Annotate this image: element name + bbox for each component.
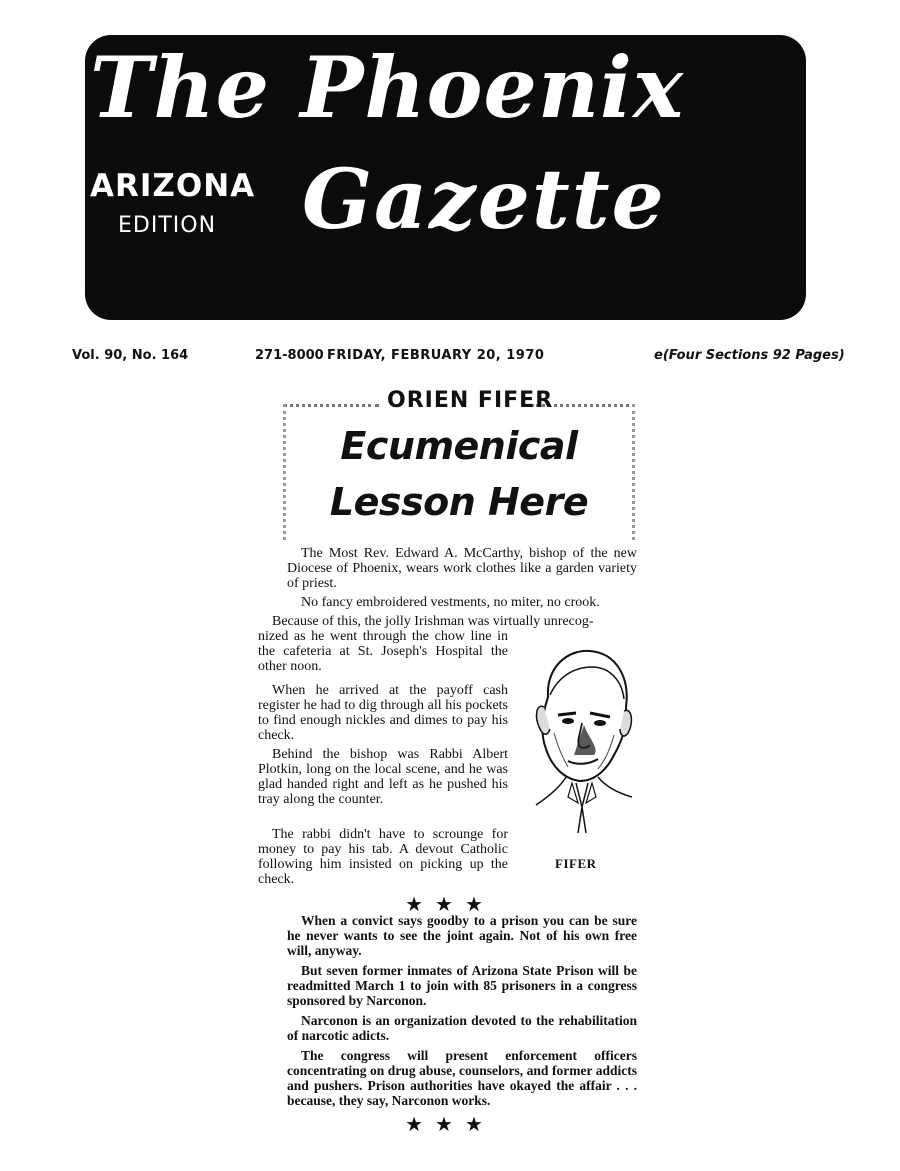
header-rule-left (283, 404, 379, 407)
volume-number: Vol. 90, No. 164 (72, 348, 189, 363)
edition-label: EDITION (118, 213, 217, 238)
article-paragraph (258, 614, 638, 629)
bold-paragraph: But seven former inmates of Arizona State Prison will be readmitted March 1 to join with 85 prisoners in a congress sponsored by Narconon. (287, 963, 637, 1008)
newspaper-title-line1: The Phoenix (90, 38, 685, 137)
edition-state: ARIZONA (90, 168, 256, 204)
section-count: e(Four Sections 92 Pages) (654, 348, 845, 363)
bold-paragraph: Narconon is an organization devoted to the rehabilitation of narcotic adicts. (287, 1013, 637, 1043)
bold-paragraph: When a convict says goodby to a prison you can be sure he never wants to see the joint again. Not of his own free will, anyway. (287, 913, 637, 958)
headline-line2: Lesson Here (329, 480, 589, 524)
article-paragraph: The rabbi didn't have to scrounge for money to pay his tab. A devout Catholic following him insisted on picking up the check. (258, 827, 508, 887)
article-paragraph-line: Because of this, the jolly Irishman was virtually unrecog- (272, 614, 594, 629)
phone-number: 271-8000 (255, 348, 324, 363)
article-paragraph: When he arrived at the payoff cash register he had to dig through all his pockets to find enough nickles and dimes to pay his check. (258, 683, 508, 743)
column-byline: ORIEN FIFER (387, 388, 554, 413)
article-paragraph: No fancy embroidered vestments, no miter, no crook. (301, 595, 600, 610)
author-portrait-sketch (518, 637, 643, 835)
article-paragraph: nized as he went through the chow line in the cafeteria at St. Joseph's Hospital the other noon. (258, 629, 508, 674)
newspaper-title-line2: Gazette (302, 152, 666, 248)
bold-paragraph: The congress will present enforcement officers concentrating on drug abuse, counselors, and former addicts and pushers. Prison authorities have okayed the affair . . . because, they say, Narconon works. (287, 1048, 637, 1108)
section-separator: ★★★ (405, 1112, 495, 1136)
issue-date: FRIDAY, FEBRUARY 20, 1970 (327, 348, 545, 363)
article-paragraph: Behind the bishop was Rabbi Albert Plotkin, long on the local scene, and he was glad handed right and left as he pushed his tray along the counter. (258, 747, 508, 807)
article-paragraph: The Most Rev. Edward A. McCarthy, bishop of the new Diocese of Phoenix, wears work clothes like a garden variety of priest. (287, 546, 637, 591)
headline-line1: Ecumenical (340, 424, 578, 468)
section-separator: ★★★ (405, 892, 495, 916)
column-header (283, 388, 635, 540)
photo-caption: FIFER (555, 856, 597, 871)
